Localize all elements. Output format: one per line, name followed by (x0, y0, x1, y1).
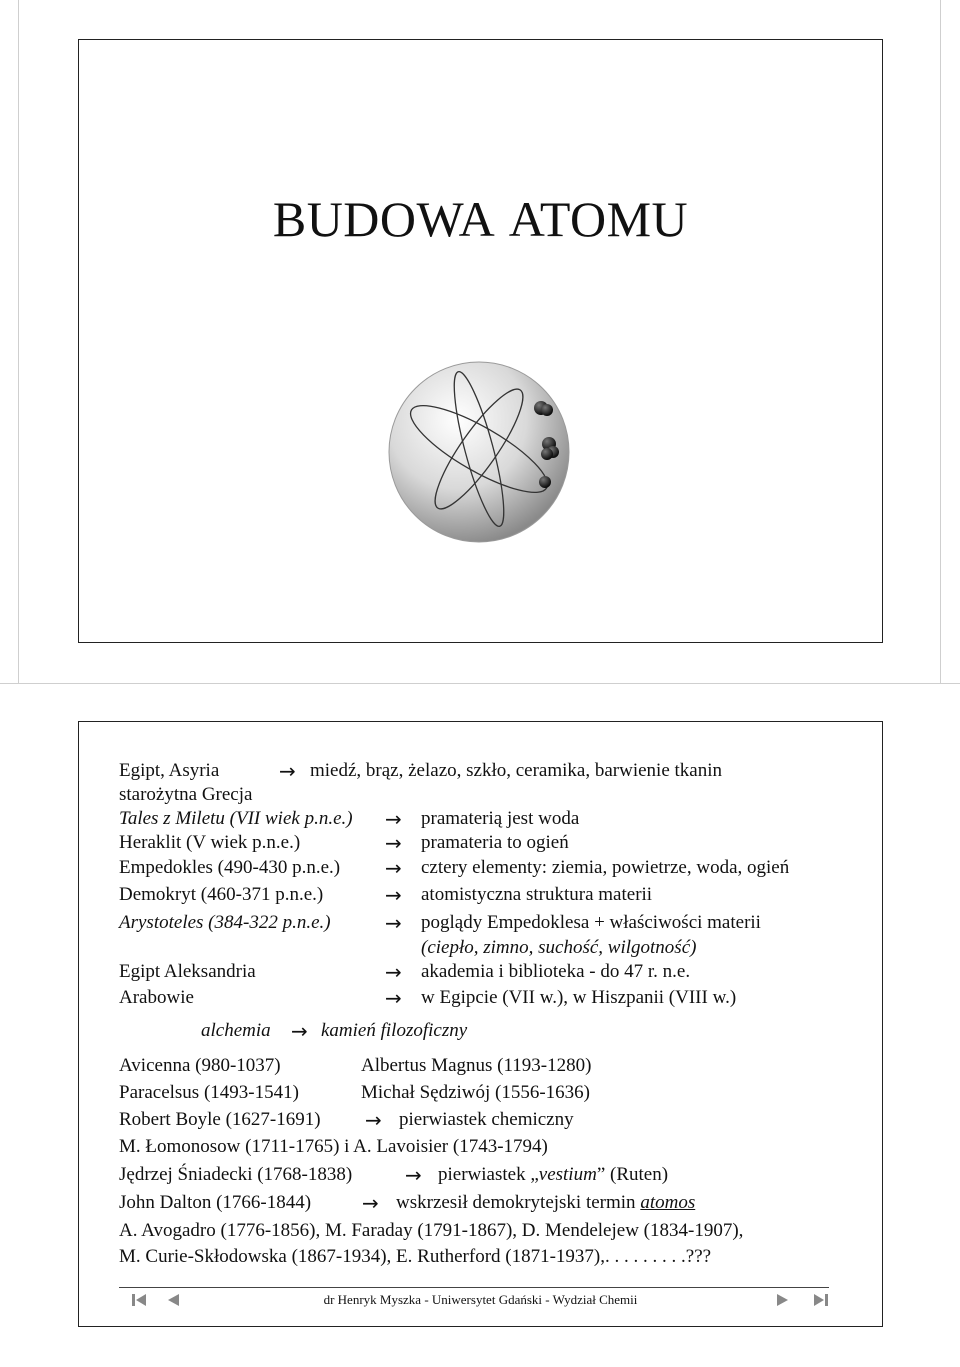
slide-title (78, 39, 883, 643)
note-emphasis: atomos (640, 1192, 696, 1213)
person: Robert Boyle (1627-1691) (119, 1109, 321, 1130)
row-left: Tales z Miletu (VII wiek p.n.e.) (119, 808, 353, 829)
row-left: Arystoteles (384-322 p.n.e.) (119, 912, 331, 933)
arrow-icon: → (385, 831, 402, 855)
row-right: pramateria to ogień (421, 832, 569, 853)
arrow-icon: → (385, 911, 402, 935)
page-edge-right (940, 0, 941, 683)
row-left: Arabowie (119, 987, 194, 1008)
slide-history (78, 721, 883, 1327)
row-left: Egipt, Asyria (119, 760, 220, 781)
footer-text: dr Henryk Myszka - Uniwersytet Gdański - Wydział Chemii (323, 1292, 638, 1307)
arrow-icon: → (291, 1019, 308, 1043)
person: Jędrzej Śniadecki (1768-1838) (119, 1164, 353, 1185)
row-left: Empedokles (490-430 p.n.e.) (119, 857, 341, 878)
row-left: Demokryt (460-371 p.n.e.) (119, 884, 324, 905)
arrow-icon: → (385, 960, 402, 984)
note-text: pierwiastek „ (438, 1164, 539, 1185)
next-slide-icon[interactable] (775, 1292, 791, 1308)
page-edge-left (18, 0, 19, 683)
arrow-icon: → (385, 856, 402, 880)
slide-title-heading: BUDOWA ATOMU (272, 191, 689, 247)
person: Albertus Magnus (1193-1280) (361, 1055, 592, 1076)
row-left: Heraklit (V wiek p.n.e.) (119, 832, 301, 853)
row-right: atomistyczna struktura materii (421, 884, 653, 905)
row-right: w Egipcie (VII w.), w Hiszpanii (VIII w.) (421, 987, 737, 1008)
arrow-icon: → (362, 1191, 379, 1215)
person: Michał Sędziwój (1556-1636) (361, 1082, 591, 1103)
row-right: miedź, brąz, żelazo, szkło, ceramika, barwienie tkanin (310, 760, 722, 781)
row-left: starożytna Grecja (119, 784, 253, 805)
last-slide-icon[interactable] (813, 1292, 829, 1308)
arrow-icon: → (385, 807, 402, 831)
atom-illustration (387, 314, 577, 574)
row-right: pramaterią jest woda (421, 808, 580, 829)
person: M. Curie-Skłodowska (1867-1934), E. Rutherford (1871-1937),. . . . . . . . .??? (119, 1246, 712, 1267)
person: Avicenna (980-1037) (119, 1055, 281, 1076)
row-right: poglądy Empedoklesa + właściwości materii (421, 912, 761, 933)
row-left: Egipt Aleksandria (119, 961, 256, 982)
row-right: akademia i biblioteka - do 47 r. n.e. (421, 961, 691, 982)
arrow-icon: → (385, 883, 402, 907)
footer-divider (119, 1287, 829, 1288)
arrow-icon: → (385, 986, 402, 1010)
alchemia-result: kamień filozoficzny (321, 1020, 468, 1041)
page-divider (0, 683, 960, 684)
alchemia-label: alchemia (201, 1020, 271, 1041)
note-emphasis: vestium (538, 1164, 597, 1185)
person: A. Avogadro (1776-1856), M. Faraday (1791-1867), D. Mendelejew (1834-1907), (119, 1220, 744, 1241)
person: John Dalton (1766-1844) (119, 1192, 312, 1213)
person-note (438, 1164, 668, 1186)
person-note (396, 1192, 695, 1214)
person: M. Łomonosow (1711-1765) i A. Lavoisier (1743-1794) (119, 1136, 548, 1157)
arrow-icon: → (405, 1163, 422, 1187)
row-right: cztery elementy: ziemia, powietrze, woda, ogień (421, 857, 790, 878)
person: Paracelsus (1493-1541) (119, 1082, 299, 1103)
note-text: ” (Ruten) (596, 1164, 669, 1185)
row-right-note: (ciepło, zimno, suchość, wilgotność) (421, 937, 697, 958)
note-text: wskrzesił demokrytejski termin (396, 1192, 641, 1213)
arrow-icon: → (279, 759, 296, 783)
person-note: pierwiastek chemiczny (399, 1109, 574, 1130)
arrow-icon: → (365, 1108, 382, 1132)
